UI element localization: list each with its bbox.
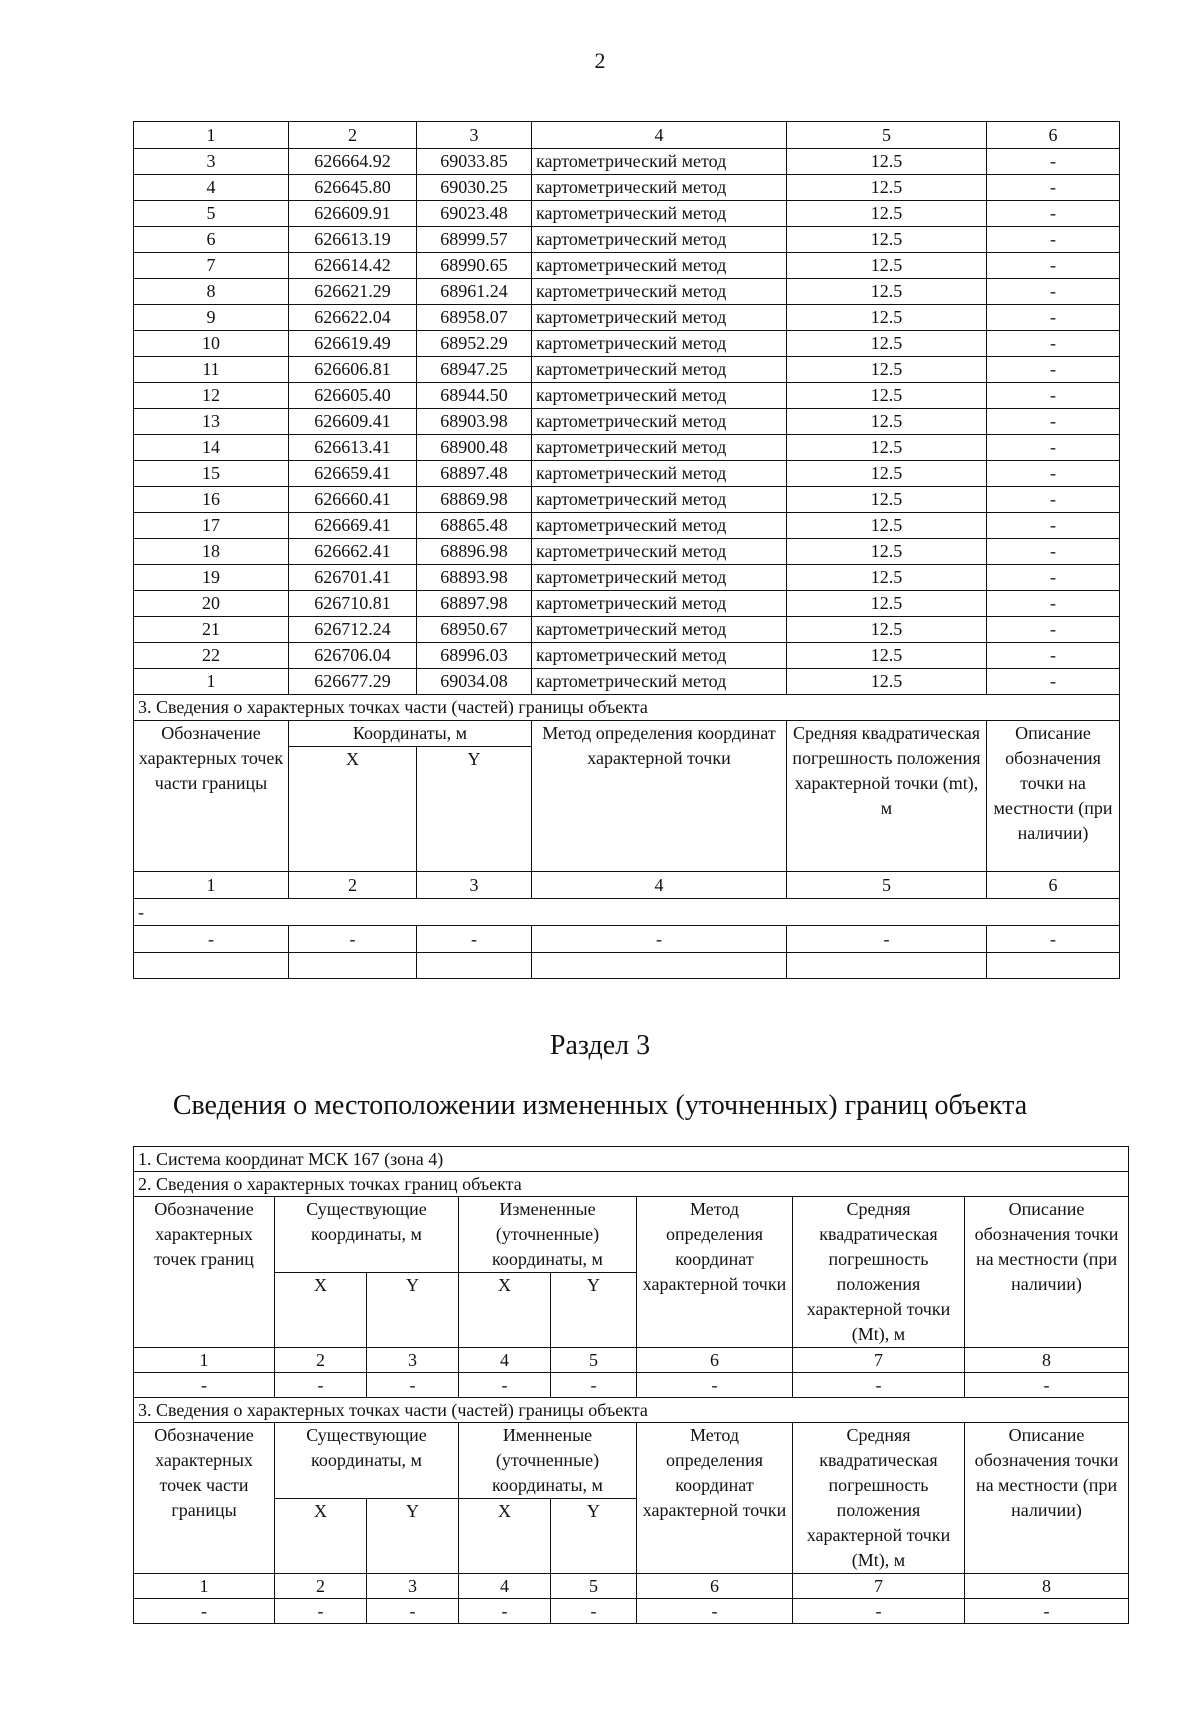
point-number: 8 bbox=[134, 279, 289, 305]
table-row bbox=[134, 331, 1120, 357]
error: 12.5 bbox=[787, 487, 987, 513]
table-row bbox=[134, 461, 1120, 487]
point-number: 20 bbox=[134, 591, 289, 617]
error: 12.5 bbox=[787, 305, 987, 331]
col-number: 6 bbox=[637, 1574, 793, 1599]
header-y: Y bbox=[417, 747, 532, 872]
header-existing-y: Y bbox=[367, 1273, 459, 1348]
error: 12.5 bbox=[787, 383, 987, 409]
header-error: Средняя квадратическая погрешность положения характерной точки (mt), м bbox=[787, 721, 987, 872]
col-number: 8 bbox=[965, 1574, 1129, 1599]
col-number: 1 bbox=[134, 872, 289, 899]
error: 12.5 bbox=[787, 357, 987, 383]
description: - bbox=[987, 201, 1120, 227]
col-number: 4 bbox=[532, 872, 787, 899]
dash-cell: - bbox=[367, 1373, 459, 1398]
coord-x: 626621.29 bbox=[289, 279, 417, 305]
point-number: 6 bbox=[134, 227, 289, 253]
point-number: 19 bbox=[134, 565, 289, 591]
part-blank-row bbox=[134, 953, 1120, 979]
description: - bbox=[987, 227, 1120, 253]
header-existing-x: X bbox=[275, 1499, 367, 1574]
description: - bbox=[987, 149, 1120, 175]
table-row bbox=[134, 305, 1120, 331]
dash-cell: - bbox=[551, 1599, 637, 1624]
col-number: 5 bbox=[551, 1348, 637, 1373]
coord-system-row bbox=[134, 1147, 1129, 1172]
error: 12.5 bbox=[787, 435, 987, 461]
coord-x: 626706.04 bbox=[289, 643, 417, 669]
error: 12.5 bbox=[787, 617, 987, 643]
col-number: 5 bbox=[787, 872, 987, 899]
point-number: 1 bbox=[134, 669, 289, 695]
coord-y: 68900.48 bbox=[417, 435, 532, 461]
blank-cell bbox=[532, 953, 787, 979]
method: картометрический метод bbox=[532, 253, 787, 279]
description: - bbox=[987, 487, 1120, 513]
col-number: 4 bbox=[459, 1348, 551, 1373]
part-column-number-row bbox=[134, 872, 1120, 899]
boundary-points-body bbox=[134, 122, 1120, 695]
col-number: 1 bbox=[134, 1574, 275, 1599]
table-row bbox=[134, 565, 1120, 591]
error: 12.5 bbox=[787, 331, 987, 357]
description: - bbox=[987, 409, 1120, 435]
dash-cell: - bbox=[459, 1373, 551, 1398]
point-number: 12 bbox=[134, 383, 289, 409]
coord-y: 69033.85 bbox=[417, 149, 532, 175]
coord-y: 68952.29 bbox=[417, 331, 532, 357]
table-row bbox=[134, 357, 1120, 383]
method: картометрический метод bbox=[532, 357, 787, 383]
point-number: 13 bbox=[134, 409, 289, 435]
coord-y: 68897.48 bbox=[417, 461, 532, 487]
table-row bbox=[134, 279, 1120, 305]
part-dash-label-row bbox=[134, 899, 1120, 926]
blank-cell bbox=[787, 953, 987, 979]
coord-x: 626659.41 bbox=[289, 461, 417, 487]
col-number: 7 bbox=[793, 1574, 965, 1599]
coord-y: 68893.98 bbox=[417, 565, 532, 591]
header-changed-x: X bbox=[459, 1499, 551, 1574]
description: - bbox=[987, 383, 1120, 409]
point-number: 10 bbox=[134, 331, 289, 357]
header-designation: Обозначение характерных точек границ bbox=[134, 1197, 275, 1348]
coord-y: 68950.67 bbox=[417, 617, 532, 643]
method: картометрический метод bbox=[532, 565, 787, 591]
col-number: 3 bbox=[417, 872, 532, 899]
coord-y: 68897.98 bbox=[417, 591, 532, 617]
table-row bbox=[134, 513, 1120, 539]
table-row bbox=[134, 435, 1120, 461]
dash-cell: - bbox=[417, 926, 532, 953]
method: картометрический метод bbox=[532, 149, 787, 175]
method: картометрический метод bbox=[532, 383, 787, 409]
error: 12.5 bbox=[787, 201, 987, 227]
description: - bbox=[987, 253, 1120, 279]
header-changed-y: Y bbox=[551, 1273, 637, 1348]
method: картометрический метод bbox=[532, 409, 787, 435]
col-number: 6 bbox=[987, 872, 1120, 899]
coord-x: 626605.40 bbox=[289, 383, 417, 409]
method: картометрический метод bbox=[532, 669, 787, 695]
section-title: Раздел 3 bbox=[549, 1030, 651, 1061]
method: картометрический метод bbox=[532, 539, 787, 565]
part-dash-row bbox=[134, 1599, 1129, 1624]
coord-y: 68990.65 bbox=[417, 253, 532, 279]
coord-x: 626664.92 bbox=[289, 149, 417, 175]
dash-cell: - bbox=[134, 926, 289, 953]
dash-cell: - bbox=[275, 1599, 367, 1624]
dash-cell: - bbox=[787, 926, 987, 953]
description: - bbox=[987, 461, 1120, 487]
point-number: 3 bbox=[134, 149, 289, 175]
point-number: 17 bbox=[134, 513, 289, 539]
table-row bbox=[134, 643, 1120, 669]
error: 12.5 bbox=[787, 669, 987, 695]
header-error: Средняя квадратическая погрешность положения характерной точки (Mt), м bbox=[793, 1197, 965, 1348]
part-title: 3. Сведения о характерных точках части (частей) границы объекта bbox=[134, 1398, 1129, 1423]
part-title-row bbox=[134, 1398, 1129, 1423]
description: - bbox=[987, 669, 1120, 695]
method: картометрический метод bbox=[532, 461, 787, 487]
col-number: 4 bbox=[459, 1574, 551, 1599]
description: - bbox=[987, 565, 1120, 591]
header-description: Описание обозначения точки на местности (при наличии) bbox=[965, 1197, 1129, 1348]
error: 12.5 bbox=[787, 253, 987, 279]
part-header-row bbox=[134, 721, 1120, 747]
dash-cell: - bbox=[987, 926, 1120, 953]
coord-x: 626677.29 bbox=[289, 669, 417, 695]
table-row bbox=[134, 409, 1120, 435]
coord-x: 626662.41 bbox=[289, 539, 417, 565]
method: картометрический метод bbox=[532, 435, 787, 461]
blank-cell bbox=[987, 953, 1120, 979]
col-number: 3 bbox=[367, 1348, 459, 1373]
boundary-header-row bbox=[134, 1197, 1129, 1273]
header-designation: Обозначение характерных точек части границы bbox=[134, 1423, 275, 1574]
point-number: 7 bbox=[134, 253, 289, 279]
coord-y: 68999.57 bbox=[417, 227, 532, 253]
col-number: 2 bbox=[289, 122, 417, 149]
coord-x: 626619.49 bbox=[289, 331, 417, 357]
part-section-title: 3. Сведения о характерных точках части (частей) границы объекта bbox=[134, 695, 1120, 721]
description: - bbox=[987, 357, 1120, 383]
header-changed-y: Y bbox=[551, 1499, 637, 1574]
coord-y: 69034.08 bbox=[417, 669, 532, 695]
error: 12.5 bbox=[787, 149, 987, 175]
table-row bbox=[134, 617, 1120, 643]
error: 12.5 bbox=[787, 175, 987, 201]
point-number: 15 bbox=[134, 461, 289, 487]
coord-x: 626710.81 bbox=[289, 591, 417, 617]
error: 12.5 bbox=[787, 279, 987, 305]
dash-cell: - bbox=[532, 926, 787, 953]
col-number: 1 bbox=[134, 122, 289, 149]
part-dash-row bbox=[134, 926, 1120, 953]
coord-x: 626609.41 bbox=[289, 409, 417, 435]
table-row bbox=[134, 487, 1120, 513]
coord-y: 68996.03 bbox=[417, 643, 532, 669]
column-number-row bbox=[134, 122, 1120, 149]
coord-y: 69023.48 bbox=[417, 201, 532, 227]
header-method: Метод определения координат характерной точки bbox=[637, 1197, 793, 1348]
method: картометрический метод bbox=[532, 201, 787, 227]
coord-x: 626606.81 bbox=[289, 357, 417, 383]
coord-y: 68896.98 bbox=[417, 539, 532, 565]
table-row bbox=[134, 539, 1120, 565]
point-number: 9 bbox=[134, 305, 289, 331]
dash-cell: - bbox=[637, 1599, 793, 1624]
method: картометрический метод bbox=[532, 279, 787, 305]
header-changed-coords: Именненые (уточненные) координаты, м bbox=[459, 1423, 637, 1499]
method: картометрический метод bbox=[532, 617, 787, 643]
boundary-title-row bbox=[134, 1172, 1129, 1197]
method: картометрический метод bbox=[532, 643, 787, 669]
dash-cell: - bbox=[637, 1373, 793, 1398]
dash-cell: - bbox=[459, 1599, 551, 1624]
blank-cell bbox=[134, 953, 289, 979]
header-error: Средняя квадратическая погрешность положения характерной точки (Mt), м bbox=[793, 1423, 965, 1574]
table-row bbox=[134, 591, 1120, 617]
table-row bbox=[134, 175, 1120, 201]
header-method: Метод определения координат характерной точки bbox=[637, 1423, 793, 1574]
part-column-number-row bbox=[134, 1574, 1129, 1599]
col-number: 5 bbox=[787, 122, 987, 149]
changed-boundaries-table bbox=[133, 1146, 1129, 1624]
coord-x: 626613.41 bbox=[289, 435, 417, 461]
header-designation: Обозначение характерных точек части границы bbox=[134, 721, 289, 872]
col-number: 3 bbox=[367, 1574, 459, 1599]
coord-x: 626622.04 bbox=[289, 305, 417, 331]
header-coordinates: Координаты, м bbox=[289, 721, 532, 747]
dash-cell: - bbox=[965, 1373, 1129, 1398]
blank-cell bbox=[289, 953, 417, 979]
dash-cell: - bbox=[275, 1373, 367, 1398]
error: 12.5 bbox=[787, 227, 987, 253]
error: 12.5 bbox=[787, 461, 987, 487]
description: - bbox=[987, 175, 1120, 201]
header-existing-y: Y bbox=[367, 1499, 459, 1574]
coord-x: 626645.80 bbox=[289, 175, 417, 201]
coord-y: 69030.25 bbox=[417, 175, 532, 201]
coord-y: 68865.48 bbox=[417, 513, 532, 539]
coord-x: 626669.41 bbox=[289, 513, 417, 539]
col-number: 6 bbox=[637, 1348, 793, 1373]
header-changed-x: X bbox=[459, 1273, 551, 1348]
coord-y: 68961.24 bbox=[417, 279, 532, 305]
error: 12.5 bbox=[787, 539, 987, 565]
description: - bbox=[987, 643, 1120, 669]
col-number: 1 bbox=[134, 1348, 275, 1373]
header-description: Описание обозначения точки на местности (при наличии) bbox=[987, 721, 1120, 872]
part-header-row bbox=[134, 1423, 1129, 1499]
section-subtitle: Сведения о местоположении измененных (уточненных) границ объекта bbox=[172, 1090, 1028, 1121]
dash-cell: - bbox=[367, 1599, 459, 1624]
col-number: 8 bbox=[965, 1348, 1129, 1373]
header-method: Метод определения координат характерной точки bbox=[532, 721, 787, 872]
table-row bbox=[134, 227, 1120, 253]
point-number: 18 bbox=[134, 539, 289, 565]
part-section bbox=[134, 695, 1120, 979]
header-existing-coords: Существующие координаты, м bbox=[275, 1197, 459, 1273]
coord-x: 626712.24 bbox=[289, 617, 417, 643]
boundary-title: 2. Сведения о характерных точках границ объекта bbox=[134, 1172, 1129, 1197]
error: 12.5 bbox=[787, 513, 987, 539]
table-row bbox=[134, 201, 1120, 227]
dash-cell: - bbox=[134, 1373, 275, 1398]
col-number: 3 bbox=[417, 122, 532, 149]
error: 12.5 bbox=[787, 409, 987, 435]
table-row bbox=[134, 669, 1120, 695]
method: картометрический метод bbox=[532, 305, 787, 331]
point-number: 11 bbox=[134, 357, 289, 383]
header-changed-coords: Измененные (уточненные) координаты, м bbox=[459, 1197, 637, 1273]
header-existing-x: X bbox=[275, 1273, 367, 1348]
coord-y: 68903.98 bbox=[417, 409, 532, 435]
description: - bbox=[987, 435, 1120, 461]
method: картометрический метод bbox=[532, 331, 787, 357]
boundary-points-table bbox=[133, 121, 1120, 979]
col-number: 2 bbox=[289, 872, 417, 899]
col-number: 6 bbox=[987, 122, 1120, 149]
point-number: 16 bbox=[134, 487, 289, 513]
coord-y: 68869.98 bbox=[417, 487, 532, 513]
coord-system: 1. Система координат МСК 167 (зона 4) bbox=[134, 1147, 1129, 1172]
dash-cell: - bbox=[551, 1373, 637, 1398]
header-existing-coords: Существующие координаты, м bbox=[275, 1423, 459, 1499]
column-number-row bbox=[134, 1348, 1129, 1373]
coord-x: 626614.42 bbox=[289, 253, 417, 279]
header-description: Описание обозначения точки на местности (при наличии) bbox=[965, 1423, 1129, 1574]
point-number: 4 bbox=[134, 175, 289, 201]
coord-x: 626701.41 bbox=[289, 565, 417, 591]
method: картометрический метод bbox=[532, 175, 787, 201]
description: - bbox=[987, 331, 1120, 357]
col-number: 4 bbox=[532, 122, 787, 149]
coord-x: 626609.91 bbox=[289, 201, 417, 227]
dash-cell: - bbox=[289, 926, 417, 953]
error: 12.5 bbox=[787, 591, 987, 617]
col-number: 2 bbox=[275, 1574, 367, 1599]
coord-y: 68958.07 bbox=[417, 305, 532, 331]
table-row bbox=[134, 149, 1120, 175]
table-row bbox=[134, 253, 1120, 279]
point-number: 5 bbox=[134, 201, 289, 227]
coord-y: 68947.25 bbox=[417, 357, 532, 383]
point-number: 22 bbox=[134, 643, 289, 669]
part-section-title-row bbox=[134, 695, 1120, 721]
col-number: 2 bbox=[275, 1348, 367, 1373]
error: 12.5 bbox=[787, 565, 987, 591]
col-number: 5 bbox=[551, 1574, 637, 1599]
col-number: 7 bbox=[793, 1348, 965, 1373]
error: 12.5 bbox=[787, 643, 987, 669]
description: - bbox=[987, 279, 1120, 305]
coord-y: 68944.50 bbox=[417, 383, 532, 409]
method: картометрический метод bbox=[532, 513, 787, 539]
page-number: 2 bbox=[594, 48, 606, 73]
method: картометрический метод bbox=[532, 591, 787, 617]
header-x: X bbox=[289, 747, 417, 872]
blank-cell bbox=[417, 953, 532, 979]
point-number: 14 bbox=[134, 435, 289, 461]
point-number: 21 bbox=[134, 617, 289, 643]
method: картометрический метод bbox=[532, 227, 787, 253]
method: картометрический метод bbox=[532, 487, 787, 513]
dash-cell: - bbox=[134, 1599, 275, 1624]
dash-cell: - bbox=[793, 1373, 965, 1398]
description: - bbox=[987, 513, 1120, 539]
dash-cell: - bbox=[793, 1599, 965, 1624]
coord-x: 626660.41 bbox=[289, 487, 417, 513]
dash-cell: - bbox=[965, 1599, 1129, 1624]
description: - bbox=[987, 617, 1120, 643]
description: - bbox=[987, 539, 1120, 565]
description: - bbox=[987, 305, 1120, 331]
dash-row bbox=[134, 1373, 1129, 1398]
coord-x: 626613.19 bbox=[289, 227, 417, 253]
part-dash-label: - bbox=[134, 899, 1120, 926]
table-row bbox=[134, 383, 1120, 409]
description: - bbox=[987, 591, 1120, 617]
